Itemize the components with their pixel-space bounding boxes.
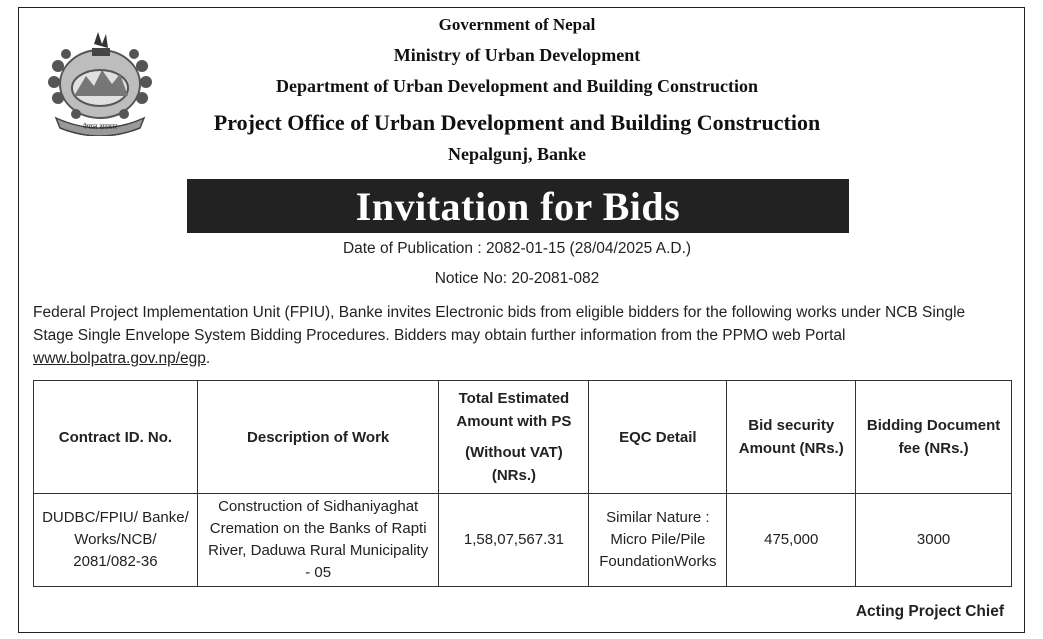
header-location: Nepalgunj, Banke xyxy=(447,144,587,164)
header-description: Description of Work xyxy=(197,381,439,494)
header-project-office: Project Office of Urban Development and Building Construction xyxy=(213,110,821,135)
table-row xyxy=(34,494,1012,587)
cell-eqc: Similar Nature : Micro Pile/Pile FoundationWorks xyxy=(589,494,727,587)
emblem-text: नेपाल सरकार xyxy=(82,123,118,131)
bids-table xyxy=(33,380,1012,587)
header-government: Government of Nepal xyxy=(438,15,596,34)
publication-date: Date of Publication : 2082-01-15 (28/04/2025 A.D.) xyxy=(342,240,692,257)
header-amount-line2: (Without VAT) (NRs.) xyxy=(465,444,563,484)
cell-amount: 1,58,07,567.31 xyxy=(439,494,589,587)
header-eqc: EQC Detail xyxy=(589,381,727,494)
intro-paragraph xyxy=(33,301,1008,370)
header-ministry: Ministry of Urban Development xyxy=(393,45,641,65)
cell-doc-fee: 3000 xyxy=(856,494,1012,587)
page-title: Invitation for Bids xyxy=(187,179,849,233)
header-amount xyxy=(439,381,589,494)
cell-contract-id: DUDBC/FPIU/ Banke/ Works/NCB/ 2081/082-36 xyxy=(34,494,198,587)
intro-suffix: . xyxy=(205,350,211,367)
intro-text: Federal Project Implementation Unit (FPIU), Banke invites Electronic bids from eligible bidders for the following works under NCB Single Stage Single Envelope System Bidding Procedures. Bidders may obtain further information from the PPMO web Portal xyxy=(33,304,966,344)
header-contract-id: Contract ID. No. xyxy=(34,381,198,494)
header-amount-line1: Total Estimated Amount with PS xyxy=(456,390,572,430)
header-doc-fee: Bidding Document fee (NRs.) xyxy=(856,381,1012,494)
cell-description: Construction of Sidhaniyaghat Cremation on the Banks of Rapti River, Daduwa Rural Municipality - 05 xyxy=(197,494,439,587)
header-bid-security: Bid security Amount (NRs.) xyxy=(727,381,856,494)
ppmo-portal-link[interactable]: www.bolpatra.gov.np/egp xyxy=(33,350,206,367)
signature: Acting Project Chief xyxy=(855,603,1004,620)
header-department: Department of Urban Development and Building Construction xyxy=(275,76,759,96)
notice-number: Notice No: 20-2081-082 xyxy=(434,270,600,287)
table-header-row xyxy=(34,381,1012,494)
cell-bid-security: 475,000 xyxy=(727,494,856,587)
